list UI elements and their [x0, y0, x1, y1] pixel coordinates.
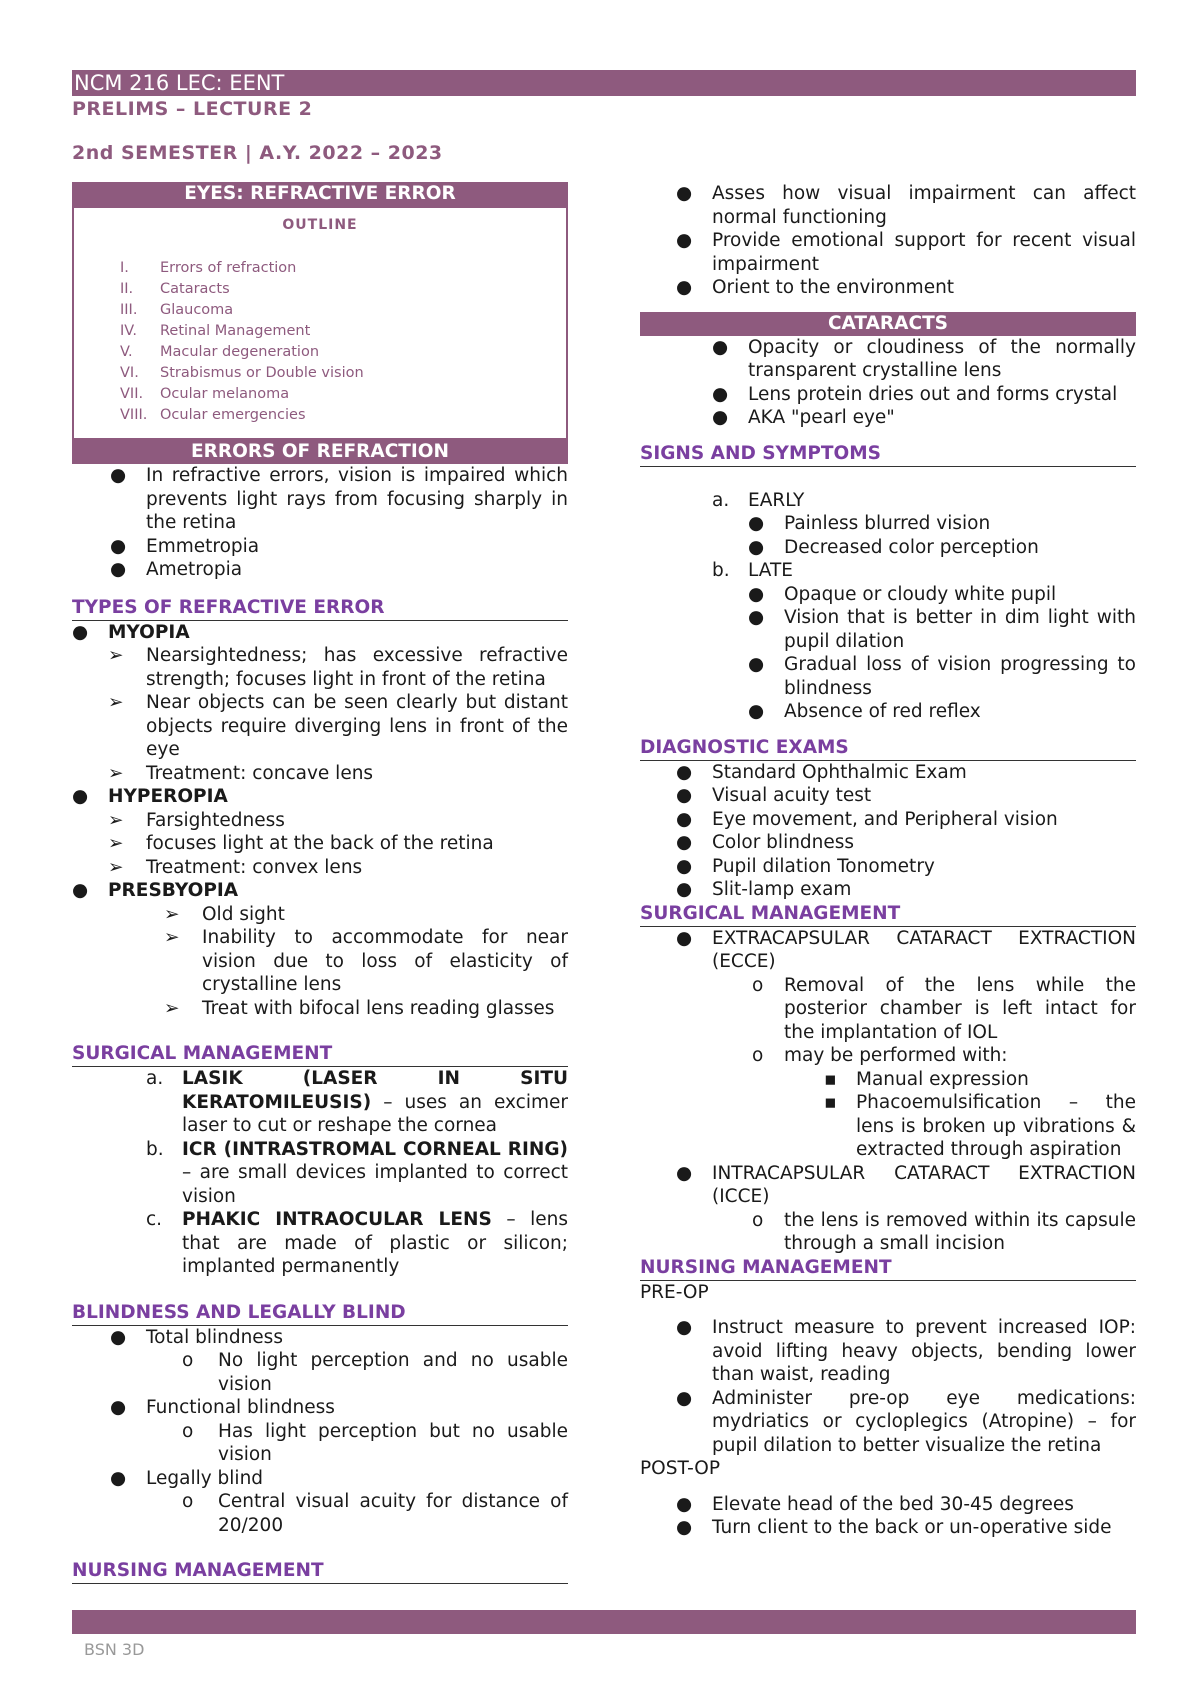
bullet-icon: ● [748, 583, 765, 605]
outline-list [74, 258, 566, 426]
outline-item[interactable]: V. Macular degeneration [120, 343, 320, 360]
list-item: ● AKA "pearl eye" [640, 406, 1136, 430]
bullet-icon: ● [676, 1317, 693, 1338]
list-item: ● Lens protein dries out and forms crystal [640, 383, 1136, 407]
blindness-list [72, 1326, 568, 1538]
bullet-icon: ● [748, 607, 765, 628]
left-column [72, 182, 568, 1584]
list-item: ● Gradual loss of vision progressing to blindness [640, 653, 1136, 700]
bullet-icon: ● [110, 465, 127, 486]
list-item: ➢ Treatment: convex lens [72, 856, 568, 880]
presbyopia-item: ● PRESBYOPIA [72, 880, 239, 901]
presbyopia-list [72, 903, 568, 1021]
bullet-icon: ● [676, 832, 693, 853]
list-item: ● Asses how visual impairment can affect normal functioning [640, 182, 1136, 229]
outline-item[interactable]: IV. Retinal Management [120, 322, 311, 339]
bullet-icon: ● [712, 336, 729, 358]
list-item: ● Emmetropia [72, 535, 568, 559]
eyes-refractive-error-title: EYES: REFRACTIVE ERROR [72, 182, 568, 206]
list-item: ● Ametropia [72, 558, 568, 582]
ecce-item: ● EXTRACAPSULAR CATARACT EXTRACTION (ECCE) o Removal of the lens while the posterior chamber is left intact for the implantation of IOL o may be performed with: ▪ Manual expression ▪ Phacoemulsification – the lens is broken up vibrations & extracted through aspiration [640, 927, 1136, 1162]
list-item: ➢ Farsightedness [72, 809, 568, 833]
bullet-icon: ● [676, 1493, 693, 1515]
bullet-icon: ● [748, 536, 765, 558]
arrow-bullet-icon: ➢ [108, 692, 124, 713]
lecture-title: PRELIMS – LECTURE 2 [72, 98, 313, 120]
list-item: ● Turn client to the back or un-operative side [640, 1516, 1136, 1540]
pre-op-label: PRE-OP [640, 1281, 709, 1303]
list-item: ● Color blindness [640, 831, 1136, 855]
outline-item[interactable]: VIII. Ocular emergencies [120, 406, 306, 423]
list-item: ● In refractive errors, vision is impaired which prevents light rays from focusing sharply in the retina [72, 464, 568, 535]
list-item: ● Functional blindness o Has light perception but no usable vision [72, 1396, 568, 1467]
cataracts-list [640, 336, 1136, 430]
bullet-icon: ● [676, 785, 693, 806]
bullet-icon: ● [676, 761, 693, 783]
bullet-icon: ● [676, 808, 693, 830]
signs-and-symptoms-heading: SIGNS AND SYMPTOMS [640, 442, 1136, 467]
circle-bullet-icon: o [752, 974, 764, 996]
arrow-bullet-icon: ➢ [108, 762, 124, 784]
footer-bar [72, 1610, 1136, 1634]
circle-bullet-icon: o [182, 1420, 194, 1442]
errors-list [72, 464, 568, 582]
bullet-icon: ● [676, 879, 693, 900]
diagnostic-exams-heading: DIAGNOSTIC EXAMS [640, 736, 1136, 761]
course-title-bar [72, 70, 1136, 96]
footer-text: BSN 3D [84, 1640, 145, 1659]
outline-item[interactable]: VI. Strabismus or Double vision [120, 364, 364, 381]
list-item: ● Eye movement, and Peripheral vision [640, 808, 1136, 832]
bullet-icon: ● [676, 927, 693, 949]
bullet-icon: ● [676, 1162, 693, 1184]
list-item: ● Standard Ophthalmic Exam [640, 761, 1136, 785]
bullet-icon: ● [712, 383, 729, 405]
outline-box [72, 206, 568, 440]
list-item: b. ICR (INTRASTROMAL CORNEAL RING) – are small devices implanted to correct vision [146, 1138, 568, 1207]
cataracts-title: CATARACTS [640, 312, 1136, 336]
bullet-icon: ● [676, 230, 693, 251]
square-bullet-icon: ▪ [824, 1068, 837, 1090]
bullet-icon: ● [110, 535, 127, 557]
bullet-icon: ● [72, 786, 89, 807]
hyperopia-item: ● HYPEROPIA [72, 786, 228, 807]
bullet-icon: ● [676, 1387, 693, 1409]
outline-title: OUTLINE [282, 217, 358, 233]
list-item: ● Visual acuity test [640, 784, 1136, 808]
arrow-bullet-icon: ➢ [108, 809, 124, 831]
list-item: ➢ focuses light at the back of the retina [72, 832, 568, 856]
arrow-bullet-icon: ➢ [108, 645, 124, 666]
list-item: ● Painless blurred vision [640, 512, 1136, 536]
list-item: ● Absence of red reflex [640, 700, 1136, 724]
circle-bullet-icon: o [752, 1209, 764, 1231]
arrow-bullet-icon: ➢ [108, 856, 124, 878]
circle-bullet-icon: o [752, 1045, 764, 1066]
circle-bullet-icon: o [182, 1491, 194, 1512]
bullet-icon: ● [676, 277, 693, 298]
bullet-icon: ● [110, 1467, 127, 1489]
bullet-icon: ● [712, 407, 729, 428]
post-op-label: POST-OP [640, 1458, 720, 1479]
list-item: ● Total blindness o No light perception and no usable vision [72, 1326, 568, 1397]
circle-bullet-icon: o [182, 1350, 194, 1371]
list-item: ● Opaque or cloudy white pupil [640, 583, 1136, 607]
surgical-management-heading-right: SURGICAL MANAGEMENT [640, 902, 1136, 927]
late-heading: b. LATE [712, 560, 793, 581]
outline-item[interactable]: III. Glaucoma [120, 301, 234, 318]
blindness-heading: BLINDNESS AND LEGALLY BLIND [72, 1301, 568, 1326]
bullet-icon: ● [748, 701, 765, 722]
myopia-list [72, 644, 568, 785]
early-list [640, 512, 1136, 559]
outline-item[interactable]: II. Cataracts [120, 280, 230, 297]
bullet-icon: ● [676, 855, 693, 877]
types-of-refractive-error-heading: TYPES OF REFRACTIVE ERROR [72, 596, 568, 621]
nursing-management-heading: NURSING MANAGEMENT [72, 1559, 568, 1584]
bullet-icon: ● [72, 621, 89, 643]
list-item: ➢ Inability to accommodate for near vision due to loss of elasticity of crystalline lens [72, 926, 568, 997]
arrow-bullet-icon: ➢ [108, 833, 124, 854]
list-item: ● Pupil dilation Tonometry [640, 855, 1136, 879]
visual-impairment-list [640, 182, 1136, 300]
list-item: ➢ Old sight [72, 903, 568, 927]
outline-item[interactable]: VII. Ocular melanoma [120, 385, 290, 402]
semester-title: 2nd SEMESTER | A.Y. 2022 – 2023 [72, 142, 443, 164]
list-item: ● Slit-lamp exam [640, 878, 1136, 902]
bullet-icon: ● [110, 1326, 127, 1348]
surgical-management-heading: SURGICAL MANAGEMENT [72, 1042, 568, 1067]
list-item: ➢ Nearsightedness; has excessive refractive strength; focuses light in front of the retina [72, 644, 568, 691]
bullet-icon: ● [110, 559, 127, 580]
bullet-icon: ● [748, 513, 765, 534]
list-item: ➢ Treatment: concave lens [72, 762, 568, 786]
outline-item[interactable]: I. Errors of refraction [120, 259, 297, 276]
surgical-list [72, 1067, 568, 1279]
bullet-icon: ● [676, 183, 693, 204]
post-op-list [640, 1493, 1136, 1540]
list-item: ● Decreased color perception [640, 536, 1136, 560]
list-item: ➢ Treat with bifocal lens reading glasses [72, 997, 568, 1021]
icce-item: ● INTRACAPSULAR CATARACT EXTRACTION (ICCE) o the lens is removed within its capsule through a small incision [640, 1162, 1136, 1256]
bullet-icon: ● [676, 1517, 693, 1538]
diagnostic-list [640, 761, 1136, 902]
arrow-bullet-icon: ➢ [164, 997, 180, 1019]
list-item: ➢ Near objects can be seen clearly but distant objects require diverging lens in front of the eye [72, 691, 568, 762]
list-item: c. PHAKIC INTRAOCULAR LENS – lens that are made of plastic or silicon; implanted permanently [146, 1209, 568, 1277]
list-item: ● Provide emotional support for recent visual impairment [640, 229, 1136, 276]
list-item: ● Legally blind o Central visual acuity for distance of 20/200 [72, 1467, 568, 1538]
square-bullet-icon: ▪ [824, 1092, 837, 1113]
late-list [640, 583, 1136, 724]
hyperopia-list [72, 809, 568, 880]
early-heading: a. EARLY [712, 489, 805, 511]
list-item: ● Elevate head of the bed 30-45 degrees [640, 1493, 1136, 1517]
arrow-bullet-icon: ➢ [164, 927, 180, 948]
arrow-bullet-icon: ➢ [164, 903, 180, 925]
course-title: NCM 216 LEC: EENT [74, 71, 285, 95]
nursing-management-heading-right: NURSING MANAGEMENT [640, 1256, 1136, 1281]
bullet-icon: ● [72, 880, 89, 901]
bullet-icon: ● [110, 1397, 127, 1418]
myopia-item: ● MYOPIA [72, 621, 190, 643]
errors-of-refraction-title: ERRORS OF REFRACTION [72, 440, 568, 464]
list-item: ● Administer pre-op eye medications: mydriatics or cycloplegics (Atropine) – for pupil dilation to better visualize the retina [640, 1387, 1136, 1458]
list-item: ● Instruct measure to prevent increased IOP: avoid lifting heavy objects, bending lower than waist, reading [640, 1316, 1136, 1387]
list-item: ● Opacity or cloudiness of the normally transparent crystalline lens [640, 336, 1136, 383]
list-item: ● Vision that is better in dim light with pupil dilation [640, 606, 1136, 653]
bullet-icon: ● [748, 654, 765, 675]
list-item: a. LASIK (LASER IN SITU KERATOMILEUSIS) – uses an excimer laser to cut or reshape the cornea [146, 1068, 568, 1136]
right-column [640, 182, 1136, 1540]
list-item: ● Orient to the environment [640, 276, 1136, 300]
pre-op-list [640, 1316, 1136, 1457]
